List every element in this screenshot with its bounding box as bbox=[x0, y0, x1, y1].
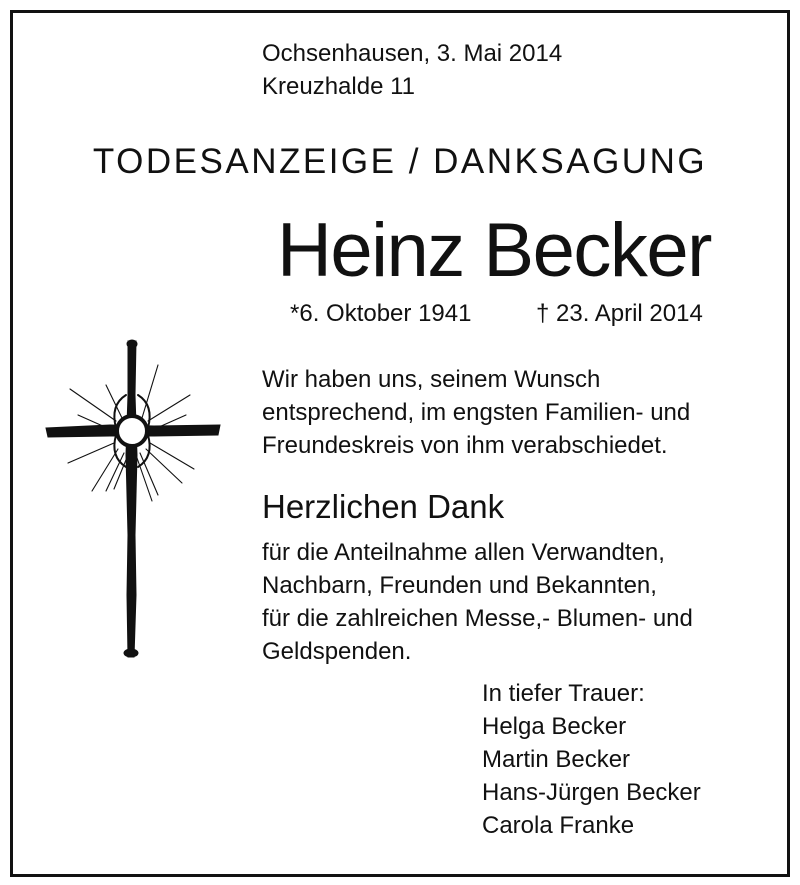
mourner-name: Martin Becker bbox=[482, 746, 631, 773]
signoff-intro: In tiefer Trauer: bbox=[482, 680, 645, 707]
signoff-block bbox=[482, 677, 701, 842]
thanks-line: Geldspenden. bbox=[262, 638, 412, 665]
message-paragraph bbox=[262, 363, 690, 462]
mourner-name: Helga Becker bbox=[482, 713, 627, 740]
street-address: Kreuzhalde 11 bbox=[262, 73, 415, 100]
thanks-line: für die zahlreichen Messe,- Blumen- und bbox=[262, 605, 693, 632]
death-date: † 23. April 2014 bbox=[536, 300, 703, 327]
birth-date: *6. Oktober 1941 bbox=[290, 300, 472, 327]
thanks-paragraph bbox=[262, 536, 693, 668]
message-line: Freundeskreis von ihm verabschiedet. bbox=[262, 432, 668, 459]
mourner-name: Hans-Jürgen Becker bbox=[482, 779, 701, 806]
thanks-line: für die Anteilnahme allen Verwandten, bbox=[262, 539, 665, 566]
radiant-cross-icon bbox=[40, 335, 225, 665]
deceased-name: Heinz Becker bbox=[277, 208, 711, 293]
notice-heading: TODESANZEIGE / DANKSAGUNG bbox=[92, 142, 708, 181]
thanks-title: Herzlichen Dank bbox=[262, 488, 505, 525]
place-date: Ochsenhausen, 3. Mai 2014 bbox=[262, 40, 563, 67]
mourner-name: Carola Franke bbox=[482, 812, 635, 839]
message-line: entsprechend, im engsten Familien- und bbox=[262, 399, 691, 426]
message-line: Wir haben uns, seinem Wunsch bbox=[262, 366, 601, 393]
thanks-line: Nachbarn, Freunden und Bekannten, bbox=[262, 572, 657, 599]
